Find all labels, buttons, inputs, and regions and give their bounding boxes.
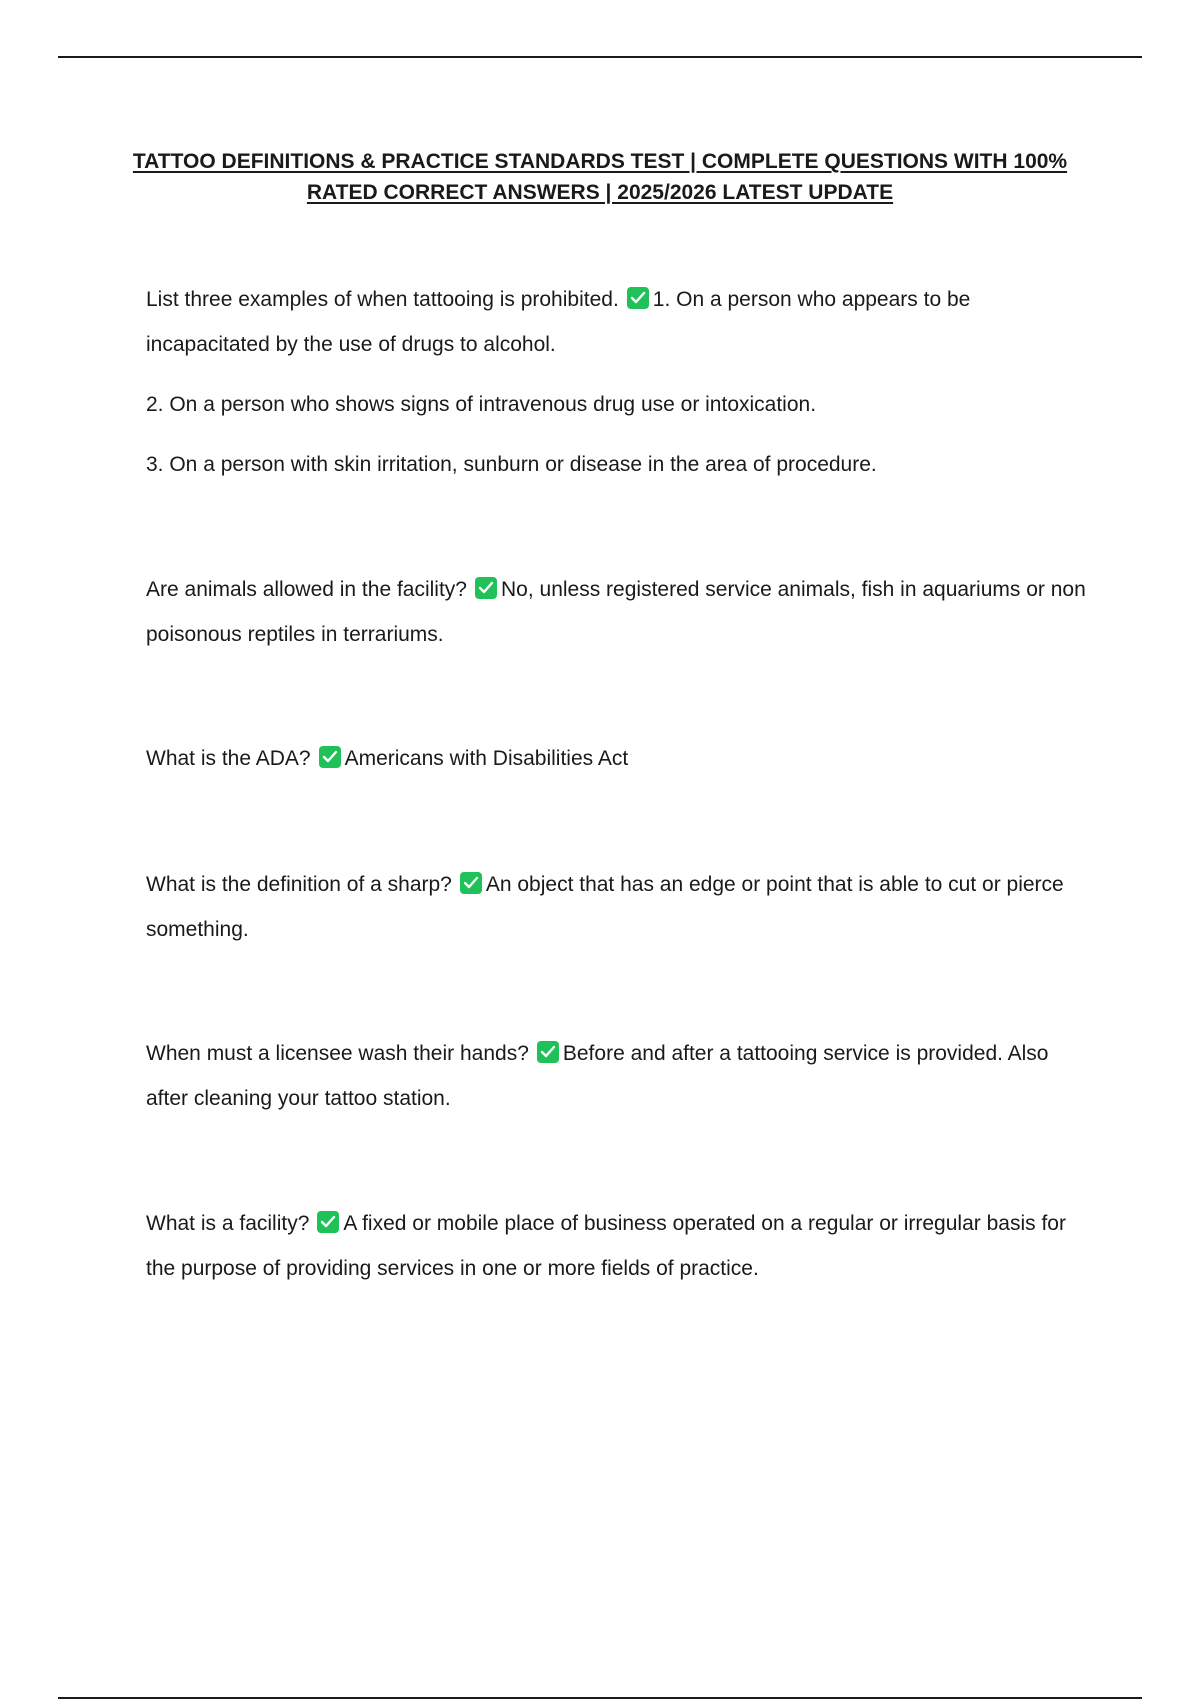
qa-item-3 [146,736,1096,781]
title-line-1: TATTOO DEFINITIONS & PRACTICE STANDARDS TEST | COMPLETE QUESTIONS WITH 100% [132,150,1068,173]
answer-text: 1. On a person who appears to be incapacitated by the use of drugs to alcohol. [146,288,971,356]
answer-text: Before and after a tattooing service is provided. Also after cleaning your tattoo station. [146,1042,1049,1110]
top-divider [58,56,1142,58]
green-checkmark-icon [475,577,497,599]
green-checkmark-icon [317,1211,339,1233]
bottom-divider [58,1697,1142,1699]
question-text: What is a facility? [146,1212,310,1235]
qa-item-4 [146,862,1096,952]
green-checkmark-icon [537,1041,559,1063]
title-line-2: RATED CORRECT ANSWERS | 2025/2026 LATEST UPDATE [306,181,894,204]
answer-text: A fixed or mobile place of business operated on a regular or irregular basis for the purpose of providing services in one or more fields of practice. [146,1212,1066,1280]
qa-paragraph [146,736,1096,781]
qa-paragraph [146,862,1096,952]
qa-item-1 [146,277,1096,487]
question-text: List three examples of when tattooing is prohibited. [146,288,619,311]
answer-text: Americans with Disabilities Act [344,747,629,770]
qa-paragraph [146,1201,1096,1291]
green-checkmark-icon [319,746,341,768]
qa-item-2 [146,567,1096,657]
answer-continuation: 2. On a person who shows signs of intravenous drug use or intoxication. [146,393,817,416]
answer-text: No, unless registered service animals, fish in aquariums or non poisonous reptiles in terrariums. [146,578,1086,646]
green-checkmark-icon [460,872,482,894]
qa-item-5 [146,1031,1096,1121]
question-text: When must a licensee wash their hands? [146,1042,529,1065]
qa-paragraph [146,567,1096,657]
answer-continuation: 3. On a person with skin irritation, sunburn or disease in the area of procedure. [146,453,877,476]
green-checkmark-icon [627,287,649,309]
qa-paragraph [146,1031,1096,1121]
document-title [100,146,1100,208]
question-text: What is the definition of a sharp? [146,873,452,896]
question-text: What is the ADA? [146,747,311,770]
answer-text: An object that has an edge or point that is able to cut or pierce something. [146,873,1064,941]
question-text: Are animals allowed in the facility? [146,578,467,601]
qa-item-6 [146,1201,1096,1291]
qa-paragraph [146,277,1096,367]
